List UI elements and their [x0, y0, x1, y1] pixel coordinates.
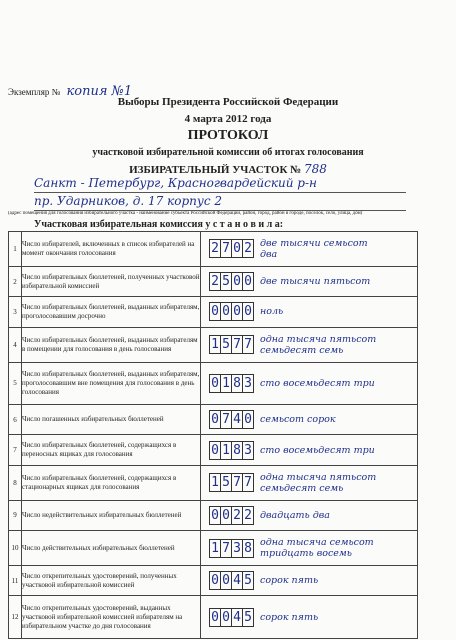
row-label: Число недействительных избирательных бюллетеней	[22, 500, 201, 530]
digit-box: 3	[244, 375, 252, 391]
digit-box: 0	[210, 442, 221, 459]
digit-box: 7	[244, 337, 252, 353]
row-entry	[201, 566, 418, 596]
digit-boxes	[209, 335, 254, 354]
digit-box: 5	[221, 273, 232, 290]
digit-boxes	[209, 272, 254, 291]
address-line-1: Санкт - Петербург, Красногвардейский р-н	[34, 176, 406, 193]
row-number: 10	[9, 531, 22, 566]
digit-box: 8	[244, 540, 252, 556]
table-row	[9, 435, 418, 465]
digit-box: 0	[210, 572, 221, 589]
digit-box: 8	[232, 375, 243, 392]
commission-heading: Участковая избирательная комиссия у с т а н о в и л а:	[34, 219, 284, 230]
digit-box: 0	[244, 412, 252, 428]
precinct-number: 788	[304, 162, 327, 176]
row-number: 9	[9, 500, 22, 530]
table-row	[9, 500, 418, 530]
digit-box: 0	[232, 273, 243, 290]
digit-box: 7	[221, 240, 232, 257]
digit-box: 0	[244, 274, 252, 290]
row-number: 4	[9, 327, 22, 362]
row-number: 6	[9, 405, 22, 435]
digit-box: 2	[232, 507, 243, 524]
table-row	[9, 297, 418, 327]
amount-in-words: сто восемьдесят три	[260, 377, 375, 389]
address-caption: (адрес помещения для голосования избирательного участка - наименование субъекта Российской Федерации, район, город, район в городе, поселок, село, улица, дом)	[8, 211, 363, 216]
digit-box: 0	[221, 507, 232, 524]
copy-label: Экземпляр №	[8, 87, 61, 97]
table-row	[9, 362, 418, 405]
digit-box: 1	[221, 442, 232, 459]
row-label: Число избирательных бюллетеней, содержащихся в переносных ящиках для голосования	[22, 435, 201, 465]
document-title: ПРОТОКОЛ	[187, 128, 269, 143]
digit-box: 0	[210, 375, 221, 392]
digit-box: 2	[210, 273, 221, 290]
digit-box: 7	[244, 475, 252, 491]
row-label: Число избирательных бюллетеней, полученных участковой избирательной комиссией	[22, 266, 201, 296]
digit-box: 7	[221, 411, 232, 428]
digit-boxes	[209, 302, 254, 321]
table-row	[9, 596, 418, 639]
digit-box: 5	[244, 573, 252, 589]
amount-in-words: сорок пять	[260, 611, 319, 623]
amount-in-words: одна тысяча пятьсот семьдесят семь	[260, 333, 377, 356]
row-entry	[201, 596, 418, 639]
amount-in-words: одна тысяча пятьсот семьдесят семь	[260, 471, 377, 494]
row-entry	[201, 362, 418, 405]
digit-box: 0	[210, 507, 221, 524]
digit-box: 0	[221, 572, 232, 589]
digit-box: 1	[210, 474, 221, 491]
digit-box: 0	[221, 303, 232, 320]
digit-box: 1	[210, 336, 221, 353]
table-row	[9, 531, 418, 566]
digit-boxes	[209, 374, 254, 393]
document-subtitle: участковой избирательной комиссии об итогах голосования	[92, 147, 364, 158]
digit-boxes	[209, 473, 254, 492]
row-entry	[201, 465, 418, 500]
row-label: Число открепительных удостоверений, выданных участковой избирательной комиссией избирателям на избирательном участке до дня голосования	[22, 596, 201, 639]
row-number: 2	[9, 266, 22, 296]
row-number: 1	[9, 232, 22, 267]
digit-box: 0	[210, 609, 221, 626]
digit-box: 1	[210, 540, 221, 557]
digit-box: 5	[221, 474, 232, 491]
digit-box: 3	[244, 442, 252, 458]
amount-in-words: две тысячи пятьсот	[260, 276, 371, 288]
election-title: Выборы Президента Российской Федерации	[117, 96, 339, 108]
table-row	[9, 405, 418, 435]
amount-in-words: сорок пять	[260, 575, 319, 587]
digit-box: 4	[232, 609, 243, 626]
results-table	[8, 231, 418, 639]
digit-boxes	[209, 571, 254, 590]
table-row	[9, 465, 418, 500]
row-label: Число избирательных бюллетеней, выданных избирателям, проголосовавшим вне помещения для голосования в день голосования	[22, 362, 201, 405]
digit-box: 3	[232, 540, 243, 557]
row-entry	[201, 327, 418, 362]
row-label: Число избирательных бюллетеней, выданных избирателям в помещении для голосования в день голосования	[22, 327, 201, 362]
precinct-label: ИЗБИРАТЕЛЬНЫЙ УЧАСТОК №	[129, 164, 302, 176]
digit-box: 1	[221, 375, 232, 392]
table-row	[9, 266, 418, 296]
copy-value: копия №1	[66, 84, 133, 99]
digit-box: 7	[232, 336, 243, 353]
amount-in-words: одна тысяча семьсот тридцать восемь	[260, 537, 374, 560]
digit-boxes	[209, 441, 254, 460]
table-row	[9, 232, 418, 267]
row-entry	[201, 405, 418, 435]
row-number: 8	[9, 465, 22, 500]
row-label: Число избирательных бюллетеней, содержащихся в стационарных ящиках для голосования	[22, 465, 201, 500]
amount-in-words: сто восемьдесят три	[260, 444, 375, 456]
digit-box: 4	[232, 411, 243, 428]
digit-boxes	[209, 239, 254, 258]
digit-box: 2	[244, 241, 252, 257]
row-number: 7	[9, 435, 22, 465]
digit-box: 8	[232, 442, 243, 459]
row-label: Число открепительных удостоверений, полученных участковой избирательной комиссией	[22, 566, 201, 596]
digit-box: 5	[244, 609, 252, 625]
digit-box: 4	[232, 572, 243, 589]
digit-box: 2	[210, 240, 221, 257]
row-label: Число погашенных избирательных бюллетеней	[22, 405, 201, 435]
digit-boxes	[209, 410, 254, 429]
election-date: 4 марта 2012 года	[184, 113, 272, 125]
row-label: Число избирательных бюллетеней, выданных избирателям, проголосовавшим досрочно	[22, 297, 201, 327]
row-entry	[201, 232, 418, 267]
row-number: 5	[9, 362, 22, 405]
amount-in-words: двадцать два	[260, 509, 330, 521]
row-number: 12	[9, 596, 22, 639]
row-entry	[201, 435, 418, 465]
precinct-line	[0, 162, 456, 176]
row-label: Число действительных избирательных бюллетеней	[22, 531, 201, 566]
amount-in-words: ноль	[260, 306, 284, 318]
digit-boxes	[209, 608, 254, 627]
row-entry	[201, 297, 418, 327]
row-entry	[201, 531, 418, 566]
digit-box: 2	[244, 507, 252, 523]
digit-box: 0	[244, 304, 252, 320]
row-number: 3	[9, 297, 22, 327]
digit-box: 0	[232, 240, 243, 257]
amount-in-words: семьсот сорок	[260, 414, 336, 426]
digit-box: 0	[210, 411, 221, 428]
row-number: 11	[9, 566, 22, 596]
digit-boxes	[209, 506, 254, 525]
digit-boxes	[209, 539, 254, 558]
digit-box: 5	[221, 336, 232, 353]
amount-in-words: две тысячи семьсот два	[260, 237, 368, 260]
row-entry	[201, 266, 418, 296]
digit-box: 7	[221, 540, 232, 557]
digit-box: 7	[232, 474, 243, 491]
digit-box: 0	[210, 303, 221, 320]
row-entry	[201, 500, 418, 530]
digit-box: 0	[232, 303, 243, 320]
address-line-2: пр. Ударников, д. 17 корпус 2	[34, 194, 406, 211]
table-row	[9, 327, 418, 362]
table-row	[9, 566, 418, 596]
digit-box: 0	[221, 609, 232, 626]
row-label: Число избирателей, включенных в список избирателей на момент окончания голосования	[22, 232, 201, 267]
